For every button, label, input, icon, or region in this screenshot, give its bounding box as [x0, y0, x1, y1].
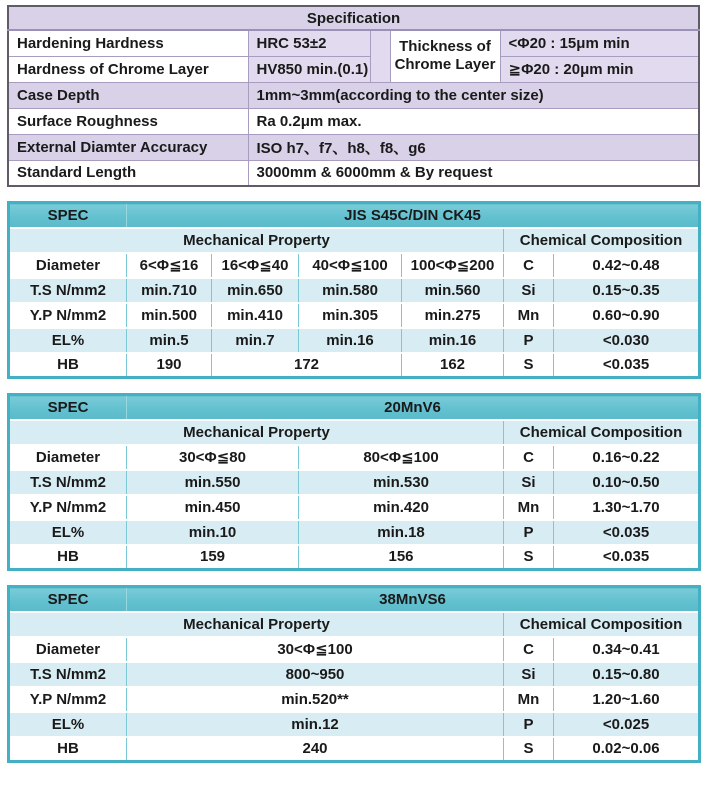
chrome-thickness-label: Thickness of Chrome Layer — [390, 30, 500, 82]
yield-point-row — [9, 303, 700, 328]
standard-length-label: Standard Length — [8, 160, 248, 186]
chem-element-cell: S — [504, 737, 554, 762]
mechanical-property-header: Mechanical Property — [9, 228, 504, 253]
case-depth-row — [8, 82, 699, 108]
hb-label: HB — [9, 545, 127, 570]
diameter-row — [9, 253, 700, 278]
material-header-row — [9, 395, 700, 420]
chem-value-cell: 0.02~0.06 — [554, 737, 700, 762]
el-value-cell: min.10 — [127, 520, 299, 545]
chem-element-cell: S — [504, 353, 554, 378]
hardening-hardness-value: HRC 53±2 — [248, 30, 370, 56]
chem-element-cell: C — [504, 637, 554, 662]
yp-value-cell: min.500 — [127, 303, 212, 328]
chrome-thickness-large-value: ≧Φ20 : 20μm min — [500, 56, 699, 82]
chem-element-cell: Mn — [504, 303, 554, 328]
material-name: 38MnVS6 — [127, 587, 700, 612]
ts-label: T.S N/mm2 — [9, 470, 127, 495]
yp-value-cell: min.305 — [299, 303, 402, 328]
yp-value-cell: min.450 — [127, 495, 299, 520]
el-value-cell: min.16 — [299, 328, 402, 353]
diameter-range-cell: 80<Φ≦100 — [299, 445, 504, 470]
chem-element-cell: P — [504, 520, 554, 545]
chem-value-cell: 0.15~0.80 — [554, 662, 700, 687]
case-depth-label: Case Depth — [8, 82, 248, 108]
ts-label: T.S N/mm2 — [9, 278, 127, 303]
chem-element-cell: Si — [504, 470, 554, 495]
ts-value-cell: min.650 — [212, 278, 299, 303]
material-header-row — [9, 587, 700, 612]
spec-header: SPEC — [9, 395, 127, 420]
hardness-brinell-row — [9, 737, 700, 762]
ts-value-cell: min.580 — [299, 278, 402, 303]
section-header-row — [9, 420, 700, 445]
surface-roughness-value: Ra 0.2μm max. — [248, 108, 699, 134]
diameter-range-cell: 40<Φ≦100 — [299, 253, 402, 278]
hb-value-cell: 162 — [402, 353, 504, 378]
chem-value-cell: <0.025 — [554, 712, 700, 737]
hb-value-cell: 240 — [127, 737, 504, 762]
diameter-range-cell: 100<Φ≦200 — [402, 253, 504, 278]
hardening-hardness-row — [8, 30, 699, 56]
tensile-strength-row — [9, 662, 700, 687]
elongation-row — [9, 328, 700, 353]
el-value-cell: min.18 — [299, 520, 504, 545]
material-table-20mnv6 — [7, 393, 701, 571]
surface-roughness-row — [8, 108, 699, 134]
mechanical-property-header: Mechanical Property — [9, 420, 504, 445]
diameter-row — [9, 637, 700, 662]
chem-element-cell: S — [504, 545, 554, 570]
chrome-hardness-value: HV850 min.(0.1) — [248, 56, 370, 82]
el-label: EL% — [9, 328, 127, 353]
ts-value-cell: min.530 — [299, 470, 504, 495]
material-name: JIS S45C/DIN CK45 — [127, 203, 700, 228]
el-value-cell: min.12 — [127, 712, 504, 737]
hb-value-cell: 172 — [212, 353, 402, 378]
material-table-s45c — [7, 201, 701, 379]
external-diameter-label: External Diamter Accuracy — [8, 134, 248, 160]
yield-point-row — [9, 687, 700, 712]
chrome-thickness-small-value: <Φ20 : 15μm min — [500, 30, 699, 56]
spec-header: SPEC — [9, 587, 127, 612]
el-label: EL% — [9, 520, 127, 545]
section-header-row — [9, 612, 700, 637]
chemical-composition-header: Chemical Composition — [504, 228, 700, 253]
specification-table — [7, 5, 700, 187]
yp-label: Y.P N/mm2 — [9, 687, 127, 712]
hb-value-cell: 159 — [127, 545, 299, 570]
hb-value-cell: 156 — [299, 545, 504, 570]
chem-value-cell: 0.16~0.22 — [554, 445, 700, 470]
chem-value-cell: 0.34~0.41 — [554, 637, 700, 662]
el-value-cell: min.7 — [212, 328, 299, 353]
chem-element-cell: Mn — [504, 495, 554, 520]
yp-value-cell: min.520** — [127, 687, 504, 712]
tensile-strength-row — [9, 470, 700, 495]
chem-value-cell: <0.035 — [554, 520, 700, 545]
spec-header: SPEC — [9, 203, 127, 228]
el-label: EL% — [9, 712, 127, 737]
hb-value-cell: 190 — [127, 353, 212, 378]
chem-value-cell: 1.30~1.70 — [554, 495, 700, 520]
diameter-range-cell: 6<Φ≦16 — [127, 253, 212, 278]
chem-element-cell: Si — [504, 278, 554, 303]
ts-value-cell: min.560 — [402, 278, 504, 303]
material-header-row — [9, 203, 700, 228]
diameter-label: Diameter — [9, 637, 127, 662]
chem-element-cell: Mn — [504, 687, 554, 712]
hb-label: HB — [9, 737, 127, 762]
external-diameter-row — [8, 134, 699, 160]
chem-element-cell: Si — [504, 662, 554, 687]
chem-value-cell: <0.035 — [554, 353, 700, 378]
hardening-hardness-label: Hardening Hardness — [8, 30, 248, 56]
section-header-row — [9, 228, 700, 253]
chem-element-cell: C — [504, 445, 554, 470]
case-depth-value: 1mm~3mm(according to the center size) — [248, 82, 699, 108]
el-value-cell: min.5 — [127, 328, 212, 353]
ts-value-cell: min.710 — [127, 278, 212, 303]
material-table-38mnvs6 — [7, 585, 701, 763]
material-name: 20MnV6 — [127, 395, 700, 420]
diameter-range-cell: 30<Φ≦100 — [127, 637, 504, 662]
chem-element-cell: P — [504, 712, 554, 737]
ts-label: T.S N/mm2 — [9, 662, 127, 687]
diameter-label: Diameter — [9, 253, 127, 278]
chem-value-cell: 1.20~1.60 — [554, 687, 700, 712]
specification-title-row — [8, 6, 699, 30]
surface-roughness-label: Surface Roughness — [8, 108, 248, 134]
diameter-row — [9, 445, 700, 470]
chem-value-cell: 0.42~0.48 — [554, 253, 700, 278]
yp-label: Y.P N/mm2 — [9, 303, 127, 328]
spacer-cell — [370, 30, 390, 82]
el-value-cell: min.16 — [402, 328, 504, 353]
standard-length-value: 3000mm & 6000mm & By request — [248, 160, 699, 186]
yp-value-cell: min.420 — [299, 495, 504, 520]
chem-value-cell: 0.60~0.90 — [554, 303, 700, 328]
hardness-brinell-row — [9, 353, 700, 378]
diameter-range-cell: 16<Φ≦40 — [212, 253, 299, 278]
yp-label: Y.P N/mm2 — [9, 495, 127, 520]
chemical-composition-header: Chemical Composition — [504, 612, 700, 637]
chem-value-cell: 0.15~0.35 — [554, 278, 700, 303]
yield-point-row — [9, 495, 700, 520]
chem-value-cell: <0.030 — [554, 328, 700, 353]
mechanical-property-header: Mechanical Property — [9, 612, 504, 637]
chem-value-cell: 0.10~0.50 — [554, 470, 700, 495]
hardness-brinell-row — [9, 545, 700, 570]
external-diameter-value: ISO h7、f7、h8、f8、g6 — [248, 134, 699, 160]
hb-label: HB — [9, 353, 127, 378]
specification-title: Specification — [8, 6, 699, 30]
ts-value-cell: min.550 — [127, 470, 299, 495]
chemical-composition-header: Chemical Composition — [504, 420, 700, 445]
tensile-strength-row — [9, 278, 700, 303]
diameter-range-cell: 30<Φ≦80 — [127, 445, 299, 470]
yp-value-cell: min.275 — [402, 303, 504, 328]
elongation-row — [9, 712, 700, 737]
yp-value-cell: min.410 — [212, 303, 299, 328]
standard-length-row — [8, 160, 699, 186]
chem-element-cell: P — [504, 328, 554, 353]
elongation-row — [9, 520, 700, 545]
chrome-hardness-label: Hardness of Chrome Layer — [8, 56, 248, 82]
chrome-hardness-row — [8, 56, 699, 82]
diameter-label: Diameter — [9, 445, 127, 470]
chem-element-cell: C — [504, 253, 554, 278]
chem-value-cell: <0.035 — [554, 545, 700, 570]
ts-value-cell: 800~950 — [127, 662, 504, 687]
